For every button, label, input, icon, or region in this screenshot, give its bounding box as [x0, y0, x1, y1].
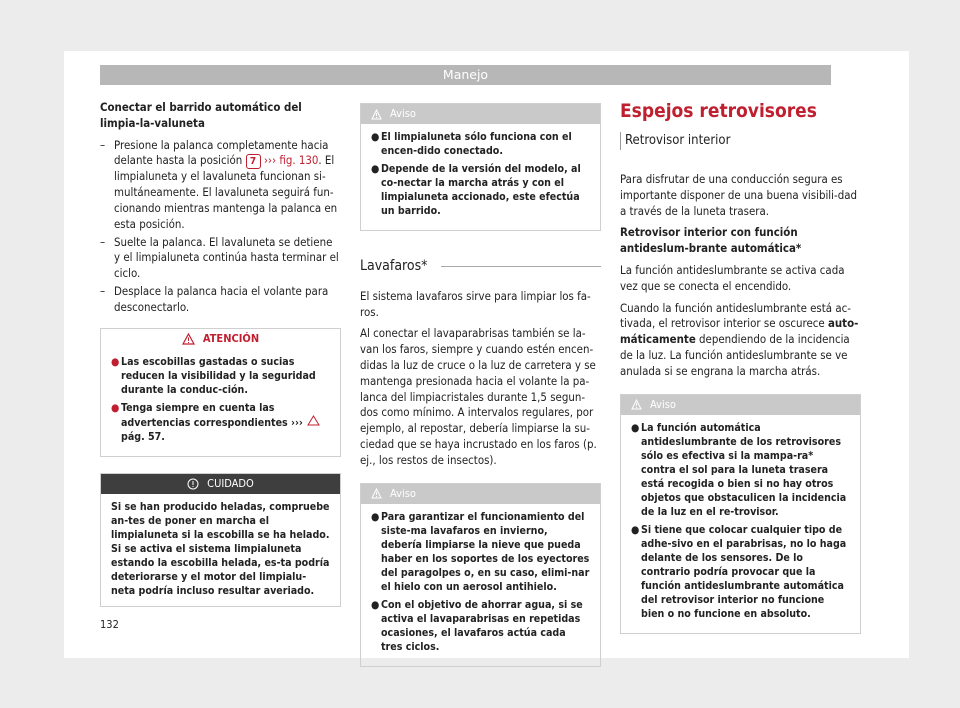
care-body: Si se han producido heladas, compruebe an-tes de poner en marcha el limpialuneta si la escobilla se ha helado. Si se activa el sistema limpialuneta estando la escobilla helada, es-ta podría deteriorarse y el motor del limpialu-neta podría incluso resultar averiado.	[111, 500, 330, 597]
note-text: Con el objetivo de ahorrar agua, si se activa el lavaparabrisas en repetidas ocasiones, el lavafaros actúa cada tres ciclos.	[381, 598, 583, 653]
info-icon	[371, 488, 382, 499]
note-body	[361, 504, 600, 666]
bullet-marker: ●	[371, 131, 380, 143]
column-right	[620, 100, 861, 634]
warning-icon	[306, 415, 321, 426]
column-middle	[360, 100, 601, 667]
attention-box	[100, 328, 341, 457]
note-item	[371, 598, 590, 654]
note-text: El limpialuneta sólo funciona con el encen-dido conectado.	[381, 131, 572, 157]
attention-text: Tenga siempre en cuenta las advertencias correspondientes	[121, 401, 288, 429]
divider	[441, 266, 601, 267]
note-title: Aviso	[390, 486, 416, 500]
attention-body	[101, 349, 340, 456]
section-title-text: Lavafaros*	[360, 258, 428, 274]
paragraph-text: dependiendo de la incidencia de la luz. La función antideslumbrante se ve anulada si se engrana la marcha atrás.	[620, 332, 850, 378]
note-item	[371, 510, 590, 594]
note-item	[371, 162, 590, 218]
bullet-marker: ●	[371, 510, 380, 523]
bullet-marker: ●	[371, 598, 380, 611]
note-body	[621, 415, 860, 633]
list-item	[100, 284, 341, 316]
dash-marker: –	[100, 137, 106, 152]
note-title: Aviso	[390, 107, 416, 121]
note-box	[360, 103, 601, 231]
bullet-marker: ●	[631, 523, 640, 536]
note-item	[371, 130, 590, 158]
note-box	[620, 394, 861, 634]
note-text: Para garantizar el funcionamiento del siste-ma lavafaros en invierno, debería limpiarse la nieve que pueda haber en los soportes de los eyectores del paragolpes o, en su caso, elimi-nar el hielo con un aerosol antihielo.	[381, 510, 590, 593]
page-number: 132	[100, 618, 119, 631]
note-text: La función automática antideslumbrante de los retrovisores sólo es efectiva si la mampa-ra* contra el sol para la luneta trasera está recogida o bien si no hay otros objetos que obstaculicen la incidencia de la luz en el re-trovisor.	[641, 421, 847, 518]
subheading: Retrovisor interior con función antideslum-brante automática*	[620, 225, 802, 256]
list-item	[100, 235, 341, 282]
care-header	[101, 474, 340, 494]
bullet-marker: ●	[371, 163, 380, 175]
paragraph: Para disfrutar de una conducción segura es importante disponer de una buena visibili-dad a través de la luneta trasera.	[620, 172, 857, 218]
info-circle-icon	[187, 478, 199, 490]
paragraph	[620, 301, 861, 380]
note-text: Si tiene que colocar cualquier tipo de adhe-sivo en el parabrisas, no lo haga delante de los sensores. De lo contrario podría provocar que la función antideslumbrante automática del retrovisor interior no funcione bien o no funcione en absoluto.	[641, 523, 847, 620]
list-text: . El limpialuneta y el lavaluneta funcionan si-multáneamente. El lavaluneta seguirá fun-cionando mientras mantenga la palanca en esta posición.	[114, 153, 338, 231]
note-body	[361, 124, 600, 230]
page-reference[interactable]: pág. 57.	[121, 430, 165, 443]
warning-icon	[182, 333, 195, 345]
bullet-marker: ●	[111, 355, 120, 368]
dash-marker: –	[100, 234, 106, 249]
note-header	[361, 104, 600, 124]
note-header	[621, 395, 860, 415]
page-header: Manejo	[100, 65, 831, 85]
list-text: Suelte la palanca. El lavaluneta se detiene y el limpialuneta continúa hasta terminar el ciclo.	[114, 234, 339, 281]
note-item	[631, 523, 850, 621]
attention-title: ATENCIÓN	[202, 331, 260, 345]
care-title: CUIDADO	[207, 476, 254, 490]
note-text: Depende de la versión del modelo, al co-nectar la marcha atrás y con el limpialuneta accionado, este efectúa un barrido.	[381, 163, 581, 217]
list-text: Presione la palanca completamente hacia delante hasta la posición	[114, 137, 329, 168]
list-item	[100, 138, 341, 233]
emphasis-text: auto-máticamente	[620, 316, 859, 347]
section-title	[360, 259, 601, 275]
bullet-marker: ●	[631, 421, 640, 434]
list-text: Desplace la palanca hacia el volante para desconectarlo.	[114, 283, 329, 314]
note-header	[361, 484, 600, 504]
paragraph: La función antideslumbrante se activa cada vez que se conecta el encendido.	[620, 262, 845, 293]
attention-header	[101, 329, 340, 349]
note-box	[360, 483, 601, 667]
attention-item	[111, 401, 330, 444]
info-icon	[631, 399, 642, 410]
note-title: Aviso	[650, 397, 676, 411]
info-icon	[371, 109, 382, 120]
care-box	[100, 473, 341, 607]
figure-link[interactable]: ››› fig. 130	[263, 153, 319, 168]
bullet-marker: ●	[111, 401, 120, 414]
reference-arrow: ›››	[291, 416, 303, 429]
position-badge: 7	[246, 154, 261, 169]
dash-marker: –	[100, 283, 106, 298]
section-subtitle: Retrovisor interior	[620, 132, 861, 150]
chapter-title: Espejos retrovisores	[620, 100, 817, 122]
paragraph-text: Cuando la función antideslumbrante está ac-tivada, el retrovisor interior se oscurece	[620, 300, 851, 331]
attention-text: Las escobillas gastadas o sucias reducen la visibilidad y la seguridad durante la conduc-ción.	[121, 355, 316, 396]
section-heading: Conectar el barrido automático del limpia-la-valuneta	[100, 100, 302, 130]
column-left	[100, 100, 341, 607]
attention-item	[111, 355, 330, 397]
note-item	[631, 421, 850, 519]
paragraph: Al conectar el lavaparabrisas también se la-van los faros, siempre y cuando estén encen-didas la luz de cruce o la luz de carretera y se mantenga presionada hacia el volante la pa-lanca del limpiacristales durante 1,5 segun-dos como mínimo. A intervalos regulares, por ejemplo, al repostar, debería limpiarse la su-ciedad que se haya incrustado en los faros (p. ej., los restos de insectos).	[360, 326, 597, 467]
paragraph: El sistema lavafaros sirve para limpiar los fa-ros.	[360, 288, 591, 319]
